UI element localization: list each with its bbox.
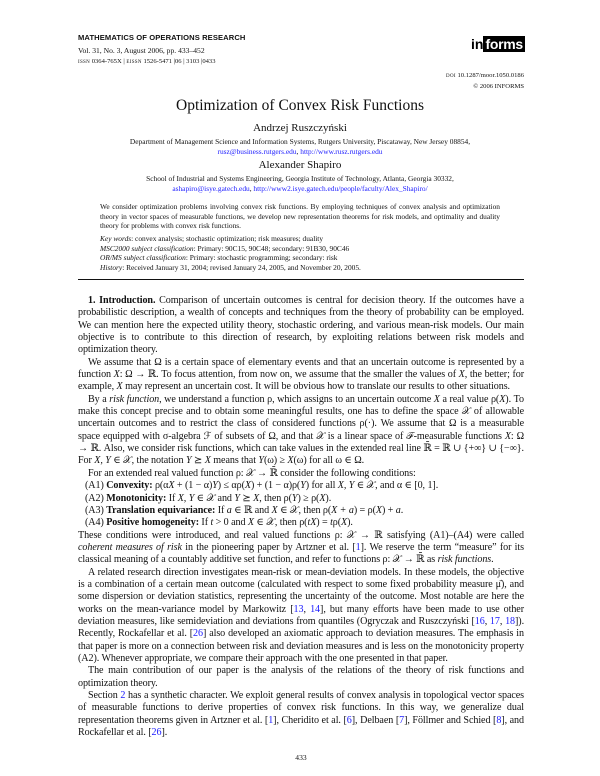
- text: ) =: [316, 517, 331, 529]
- author-name: Andrzej Ruszczyński: [253, 122, 347, 134]
- keyword-label: MSC2000 subject classification: [100, 243, 194, 253]
- text: , the better; for example,: [78, 369, 524, 393]
- italic-text: X: [287, 455, 294, 467]
- text: ]). Recently, Rockafellar et al. [: [78, 615, 525, 640]
- bold-text: Convexity:: [106, 480, 153, 492]
- keyword-line: History: Received January 31, 2004; revised January 24, 2005, and November 20, 2005.: [100, 262, 361, 272]
- separator: ,: [249, 184, 254, 193]
- text: The main contribution of our paper is the analysis of the relations of the theory of risk functions and optimization theory.: [78, 665, 524, 689]
- citation-link[interactable]: 18: [505, 615, 515, 627]
- text: (A3): [85, 504, 107, 516]
- italic-text: X + a: [331, 504, 354, 516]
- text: A related research direction investigates mean-risk or mean-deviation models. In these models, the objective is a combination of a certain mean outcome (calculated with respect to some fixed probability measure μ̄), and some dispersion or deviation statistics, representing the uncertainty of the outcome. Most notable are here the works on the mean-variance model by Markowitz [: [78, 566, 524, 615]
- italic-text: Y: [234, 492, 240, 504]
- text: By a: [88, 393, 110, 405]
- text: These conditions were introduced, and real valued functions ρ: 𝒳 → ℝ satisfying (A1)–(A4) were called: [78, 529, 524, 541]
- italic-text: X: [375, 504, 382, 516]
- text: ⪰: [239, 492, 254, 504]
- bold-text: 1. Introduction.: [88, 295, 156, 306]
- text: ⪰: [191, 455, 205, 467]
- text: > 0 and: [213, 517, 248, 529]
- keyword-value: Primary: 90C15, 90C48; secondary: 91B30, 90C46: [197, 243, 350, 253]
- citation-link[interactable]: 8: [496, 714, 502, 726]
- author-affiliation: School of Industrial and Systems Engineering, Georgia Institute of Technology, Atlanta, Georgia 30332,: [146, 174, 454, 183]
- author-name: Alexander Shapiro: [258, 159, 342, 171]
- author-contact: [0, 147, 600, 156]
- paper-title: Optimization of Convex Risk Functions: [176, 97, 424, 114]
- italic-text: X: [113, 369, 120, 381]
- text: .: [400, 504, 404, 516]
- text: ]. We reserve the term “measure” for its classical meaning of a countably additive set function, and refer to functions ρ: 𝒳 → ℝ̄ as: [78, 541, 524, 566]
- italic-text: X: [168, 480, 175, 492]
- text: ).: [325, 492, 332, 504]
- italic-text: risk function: [109, 393, 160, 405]
- text: ).: [347, 517, 353, 529]
- author-url-link[interactable]: http://www.rusz.rutgers.edu: [300, 147, 383, 156]
- italic-text: X: [341, 517, 348, 529]
- citation-link[interactable]: 16: [474, 615, 485, 627]
- keyword-value: convex analysis; stochastic optimization; risk measures; duality: [135, 234, 324, 243]
- author-email-link[interactable]: rusz@business.rutgers.edu: [217, 147, 297, 156]
- paragraph: [78, 567, 524, 666]
- italic-text: X: [204, 455, 211, 467]
- text: ρ(α: [152, 480, 169, 492]
- italic-text: Y: [185, 455, 192, 467]
- italic-text: X: [458, 369, 465, 381]
- text: : Ω → ℝ. To focus attention, from now on, we assume that the smaller the values of: [119, 369, 459, 381]
- informs-logo: [471, 36, 525, 52]
- paragraph: [78, 468, 524, 480]
- italic-text: X: [247, 517, 254, 529]
- keyword-label: Key words: [100, 234, 132, 243]
- text: ) ≥ ρ(: [297, 492, 320, 504]
- citation-link[interactable]: 6: [346, 714, 352, 726]
- author-email-link[interactable]: ashapiro@isye.gatech.edu: [172, 184, 250, 193]
- italic-text: Y: [291, 492, 298, 504]
- text: (A4): [85, 517, 107, 529]
- text: means that: [210, 455, 259, 467]
- author-affiliation: Department of Management Science and Information Systems, Rutgers University, Piscataway, New Jersey 08854,: [129, 137, 471, 146]
- abstract: We consider optimization problems involving convex risk functions. By employing techniques of convex analysis and optimization theory in vector spaces of measurable functions, we develop new representation theorems for risk models, and optimality and duality theory for problems with convex risk functions.: [100, 202, 500, 230]
- copyright: © 2006 INFORMS: [473, 83, 524, 90]
- doi-value: 10.1287/moor.1050.0186: [457, 72, 524, 79]
- text: We assume that Ω is a certain space of elementary events and that an uncertain outcome is represented by a function: [78, 356, 524, 381]
- text: ], and Rockafellar et al. [: [78, 714, 524, 739]
- text: ) for all: [305, 480, 338, 492]
- condition-item: [78, 493, 524, 505]
- issn-info: ISSN 0364-765X | EISSN 1526-5471 |06 | 3103 |0433: [78, 58, 216, 65]
- italic-text: X: [319, 492, 326, 504]
- text: (A1): [85, 480, 107, 492]
- doi-label: DOI: [446, 74, 456, 79]
- text: ], Föllmer and Schied [: [404, 714, 497, 726]
- eissn: 1526-5471 |06 | 3103 |0433: [143, 58, 216, 65]
- paragraph: [78, 295, 524, 357]
- divider: [78, 279, 524, 280]
- italic-text: X: [244, 480, 251, 492]
- author-contact: [0, 184, 600, 193]
- main-content: [78, 295, 524, 763]
- keyword-line: MSC2000 subject classification: Primary: 90C15, 90C48; secondary: 91B30, 90C46: [100, 243, 350, 253]
- text: For an extended real valued function ρ: 𝒳 → ℝ̄ consider the following conditions:: [88, 467, 416, 479]
- text: ) ≤ αρ(: [217, 480, 245, 492]
- separator: ,: [296, 147, 301, 156]
- text: , we understand a function ρ, which assigns to an uncertain outcome: [159, 393, 434, 405]
- text: a real value ρ(: [439, 393, 500, 405]
- text: If: [166, 492, 178, 504]
- logo-text-in: in: [471, 36, 484, 52]
- author-url-link[interactable]: http://www2.isye.gatech.edu/people/faculty/Alex_Shapiro/: [253, 184, 428, 193]
- text: If: [215, 504, 227, 516]
- text: (ω) ≥: [263, 455, 288, 467]
- citation-link[interactable]: 17: [489, 615, 500, 627]
- text: ) +: [381, 504, 396, 516]
- keywords-block: [100, 234, 500, 272]
- page-number: 433: [295, 753, 307, 763]
- bold-text: Monotonicity:: [106, 492, 167, 504]
- italic-text: tX: [307, 517, 317, 529]
- text: Comparison of uncertain outcomes is central for decision theory. If the outcomes have a probabilistic description, a wealth of concepts and techniques from the theory of probability can be employed. We can mention here the expected utility theory, stochastic ordering, and various mean-risk models. Our main objective is to contribute to this direction of research, by exploiting relations between risk models and optimization theory.: [78, 295, 524, 356]
- bold-text: Positive homogeneity:: [106, 517, 199, 529]
- text: ], Delbaen [: [351, 714, 400, 726]
- doi: [446, 72, 524, 79]
- text: Section: [88, 690, 121, 701]
- italic-text: X: [253, 492, 260, 504]
- text: ∈ 𝒳 and: [194, 492, 235, 504]
- text: may represent an uncertain cost. It will be obvious how to translate our results to other situations.: [122, 381, 510, 393]
- keyword-label: History: [100, 262, 123, 272]
- citation-link[interactable]: 14: [310, 603, 321, 615]
- keyword-line: OR/MS subject classification: Primary: stochastic programming; secondary: risk: [100, 253, 338, 263]
- italic-text: Y: [258, 455, 264, 467]
- text: , then ρ(: [259, 492, 292, 504]
- italic-text: Y: [300, 480, 306, 492]
- italic-text: risk functions: [437, 554, 492, 566]
- volume-info: Vol. 31, No. 3, August 2006, pp. 433–452: [78, 46, 205, 55]
- citation-link[interactable]: 13: [293, 603, 304, 615]
- text: in the pioneering paper by Artzner et al. [: [181, 541, 356, 553]
- text: ∈ 𝒳, and α ∈ [0, 1].: [354, 480, 439, 492]
- text: ], but many efforts have been made to use other deviation measures, like semideviation and deviations from quantiles (Ogryczak and Ruszczyński [: [78, 603, 524, 627]
- text: ].: [161, 727, 168, 739]
- italic-text: X: [504, 430, 511, 442]
- text: ) + (1 − α)ρ(: [250, 480, 301, 492]
- text: : Ω → ℝ. Also, we consider risk functions, which can take values in the extended real line ℝ̄ = ℝ ∪ {+∞} ∪ {−∞}. For: [78, 430, 525, 467]
- text: has a synthetic character. We exploit general results of convex analysis in topological vector spaces of measurable functions to derive properties of convex risk functions. In this way, we generalize dual representation theorems given in Artzner et al. [: [78, 690, 524, 726]
- text: ρ(: [332, 517, 342, 529]
- citation-link[interactable]: 1: [268, 714, 274, 726]
- paragraph: [78, 357, 524, 394]
- paragraph: [78, 665, 524, 690]
- text: ∈ 𝒳, then ρ(: [253, 517, 308, 529]
- paragraph: [78, 530, 524, 567]
- condition-item: [78, 517, 524, 529]
- italic-text: X: [433, 393, 440, 405]
- issn-label: ISSN: [78, 60, 91, 65]
- logo-text-forms: forms: [485, 36, 523, 52]
- italic-text: X: [499, 393, 506, 405]
- italic-text: Y: [212, 480, 218, 492]
- keyword-line: Key words: convex analysis; stochastic optimization; risk measures; duality: [100, 234, 324, 243]
- keyword-label: OR/MS subject classification: [100, 253, 186, 263]
- italic-text: X, Y: [177, 492, 195, 504]
- text: ,: [303, 603, 311, 615]
- text: ], Cheridito et al. [: [273, 714, 347, 726]
- text: ∈ 𝒳, the notation: [110, 455, 186, 467]
- text: ) = ρ(: [353, 504, 376, 516]
- citation-link[interactable]: 1: [355, 541, 361, 553]
- text: ] also developed an axiomatic approach to deviation measures. The emphasis in that paper is more on a connection between risk and deviation measures and is less on the monotonicity property (A2). Whenever appropriate, we compare their approach with the one presented in that paper.: [78, 628, 524, 664]
- text: ∈ ℝ and: [231, 504, 272, 516]
- text: If: [198, 517, 211, 529]
- text: + (1 − α): [174, 480, 213, 492]
- italic-text: X: [116, 381, 123, 393]
- text: (A2): [85, 492, 107, 504]
- italic-text: X, Y: [94, 455, 111, 467]
- italic-text: X: [271, 504, 278, 516]
- citation-link[interactable]: 26: [151, 727, 162, 739]
- italic-text: X, Y: [337, 480, 355, 492]
- citation-link[interactable]: 2: [120, 690, 126, 701]
- text: ,: [484, 615, 490, 627]
- keyword-value: Received January 31, 2004; revised January 24, 2005, and November 20, 2005.: [126, 262, 361, 272]
- text: (ω) for all ω ∈ Ω.: [293, 455, 365, 467]
- italic-text: a: [395, 504, 401, 516]
- keyword-value: Primary: stochastic programming; secondary: risk: [189, 253, 338, 263]
- citation-link[interactable]: 7: [399, 714, 405, 726]
- paragraph: [78, 690, 524, 739]
- italic-text: coherent measures of risk: [78, 541, 182, 553]
- condition-item: [78, 480, 524, 492]
- text: ). To make this concept precise and to obtain some meaningful results, one has to define the space 𝒳 of allowable uncertain outcomes and to restrict the class of considered functions ρ(·). We assume that Ω is a measurable space equipped with σ-algebra ℱ of subsets of Ω, and that 𝒳 is a linear space of ℱ-measurable functions: [78, 393, 524, 442]
- body-text: [78, 295, 524, 739]
- italic-text: t: [210, 517, 214, 529]
- text: ,: [499, 615, 506, 627]
- journal-name: MATHEMATICS OF OPERATIONS RESEARCH: [78, 33, 246, 42]
- citation-link[interactable]: 26: [193, 628, 203, 640]
- italic-text: a: [226, 504, 232, 516]
- issn: 0364-765X: [91, 58, 122, 65]
- eissn-label: EISSN: [126, 60, 142, 65]
- condition-item: [78, 505, 524, 517]
- text: ∈ 𝒳, then ρ(: [277, 504, 332, 516]
- bold-text: Translation equivariance:: [106, 504, 216, 516]
- text: .: [491, 554, 494, 566]
- italic-text: t: [330, 517, 333, 529]
- paragraph: [78, 394, 524, 468]
